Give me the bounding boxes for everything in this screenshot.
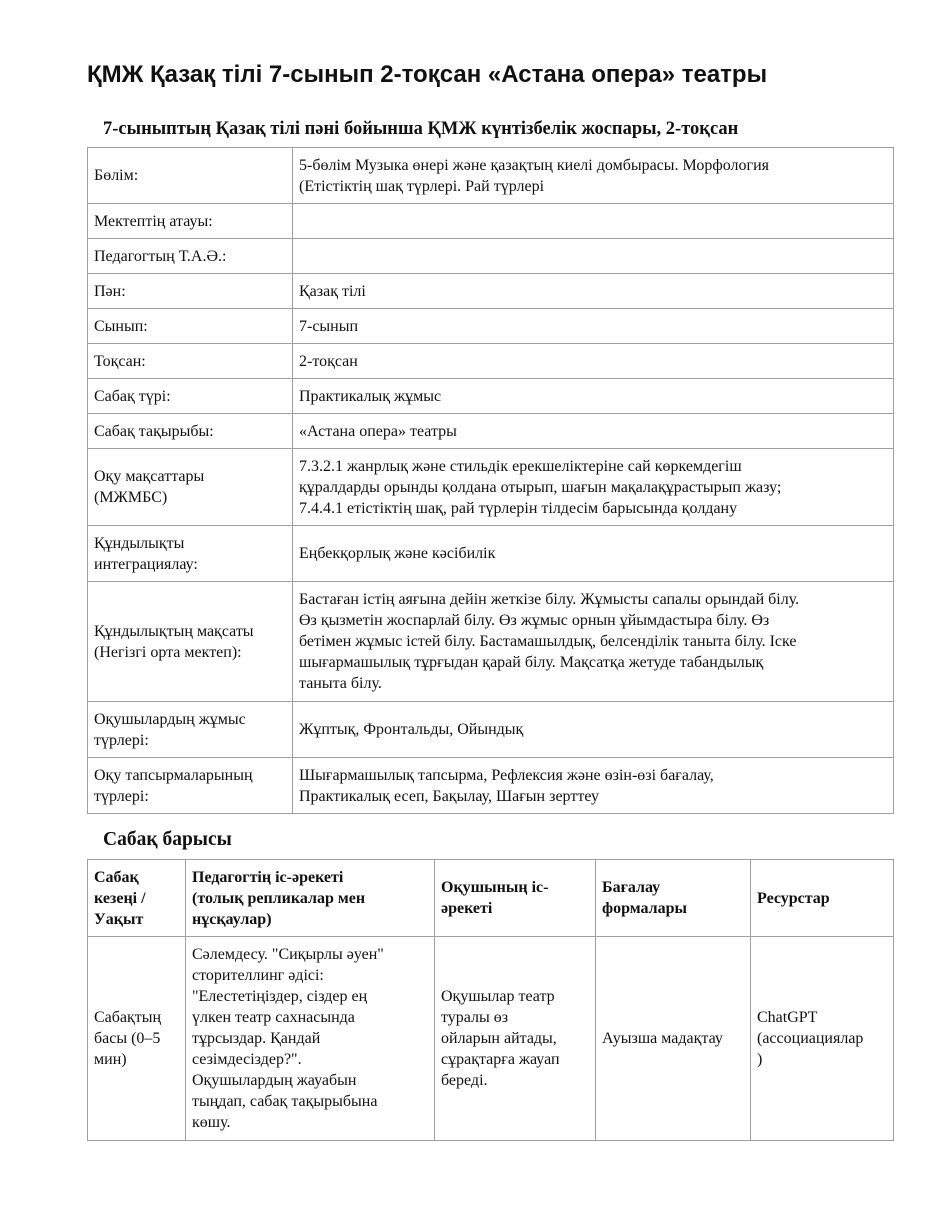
lesson-info-table bbox=[87, 147, 894, 814]
info-row-value-integration bbox=[88, 526, 894, 582]
cell-assessment: Ауызша мадақтау bbox=[596, 937, 751, 1141]
cell-teacher-activity: Сәлемдесу. "Сиқырлы әуен" сторителлинг әдісі: "Елестетіңіздер, сіздер ең үлкен театр сахнасында тұрсыздар. Қандай сезімдесіздер?". Оқушылардың жауабын тыңдап, сабақ тақырыбына көшу. bbox=[186, 937, 435, 1141]
info-label: Сабақ тақырыбы: bbox=[88, 414, 293, 449]
info-row-teacher bbox=[88, 239, 894, 274]
info-label: Пән: bbox=[88, 274, 293, 309]
info-row-value-goal bbox=[88, 582, 894, 702]
info-label: Оқушылардың жұмыс түрлері: bbox=[88, 702, 293, 758]
info-label: Сабақ түрі: bbox=[88, 379, 293, 414]
info-label: Педагогтың Т.А.Ә.: bbox=[88, 239, 293, 274]
cell-stage-time: Сабақтың басы (0–5 мин) bbox=[88, 937, 186, 1141]
info-row-lesson-type bbox=[88, 379, 894, 414]
info-value bbox=[293, 239, 894, 274]
info-row-grade bbox=[88, 309, 894, 344]
info-value: Еңбекқорлық және кәсібилік bbox=[293, 526, 894, 582]
info-row-lesson-topic bbox=[88, 414, 894, 449]
info-label: Бөлім: bbox=[88, 148, 293, 204]
info-value bbox=[293, 204, 894, 239]
info-value: «Астана опера» театры bbox=[293, 414, 894, 449]
header-assessment: Бағалау формалары bbox=[596, 860, 751, 937]
info-row-task-types bbox=[88, 758, 894, 814]
cell-student-activity: Оқушылар театр туралы өз ойларын айтады, сұрақтарға жауап береді. bbox=[435, 937, 596, 1141]
info-value: 5-бөлім Музыка өнері және қазақтың киелі домбырасы. Морфология (Етістіктің шақ түрлері. Рай түрлері bbox=[293, 148, 894, 204]
info-value: 2-тоқсан bbox=[293, 344, 894, 379]
info-value: Бастаған істің аяғына дейін жеткізе білу. Жұмысты сапалы орындай білу. Өз қызметін жоспарлай білу. Өз жұмыс орнын ұйымдастыра білу. Өз бетімен жұмыс істей білу. Бастамашылдық, белсенділік таныта білу. Іске шығармашылық тұрғыдан қарай білу. Мақсатқа жетуде табандылық таныта білу. bbox=[293, 582, 894, 702]
cell-resources: ChatGPT (ассоциациялар ) bbox=[751, 937, 894, 1141]
info-row-quarter bbox=[88, 344, 894, 379]
header-teacher-activity: Педагогтің іс-әрекеті (толық репликалар мен нұсқаулар) bbox=[186, 860, 435, 937]
info-row-section bbox=[88, 148, 894, 204]
lesson-header-row bbox=[88, 860, 894, 937]
info-label: Мектептің атауы: bbox=[88, 204, 293, 239]
header-student-activity: Оқушының іс- әрекеті bbox=[435, 860, 596, 937]
lesson-progress-heading: Сабақ барысы bbox=[103, 829, 232, 850]
table-row bbox=[88, 937, 894, 1141]
info-value: 7.3.2.1 жанрлық және стильдік ерекшеліктеріне сай көркемдегіш құралдарды орынды қолдана отырып, шағын мақалақұрастырып жазу; 7.4.4.1 етістіктің шақ, рай түрлерін тілдесім барысында қолдану bbox=[293, 449, 894, 526]
info-label: Оқу мақсаттары (МЖМБС) bbox=[88, 449, 293, 526]
header-resources: Ресурстар bbox=[751, 860, 894, 937]
header-stage-time: Сабақ кезеңі / Уақыт bbox=[88, 860, 186, 937]
info-value: Шығармашылық тапсырма, Рефлексия және өзін-өзі бағалау, Практикалық есеп, Бақылау, Шағын зерттеу bbox=[293, 758, 894, 814]
info-label: Оқу тапсырмаларының түрлері: bbox=[88, 758, 293, 814]
info-row-subject bbox=[88, 274, 894, 309]
info-label: Құндылықтың мақсаты (Негізгі орта мектеп): bbox=[88, 582, 293, 702]
info-row-objectives bbox=[88, 449, 894, 526]
plan-subtitle: 7-сыныптың Қазақ тілі пәні бойынша ҚМЖ күнтізбелік жоспары, 2-тоқсан bbox=[103, 119, 739, 139]
info-row-work-types bbox=[88, 702, 894, 758]
info-label: Сынып: bbox=[88, 309, 293, 344]
info-row-school bbox=[88, 204, 894, 239]
info-value: 7-сынып bbox=[293, 309, 894, 344]
info-value: Практикалық жұмыс bbox=[293, 379, 894, 414]
info-label: Құндылықты интеграциялау: bbox=[88, 526, 293, 582]
info-label: Тоқсан: bbox=[88, 344, 293, 379]
lesson-progress-table bbox=[87, 859, 894, 1141]
info-value: Жұптық, Фронтальды, Ойындық bbox=[293, 702, 894, 758]
info-value: Қазақ тілі bbox=[293, 274, 894, 309]
page-title: ҚМЖ Қазақ тілі 7-сынып 2-тоқсан «Астана опера» театры bbox=[87, 61, 768, 88]
